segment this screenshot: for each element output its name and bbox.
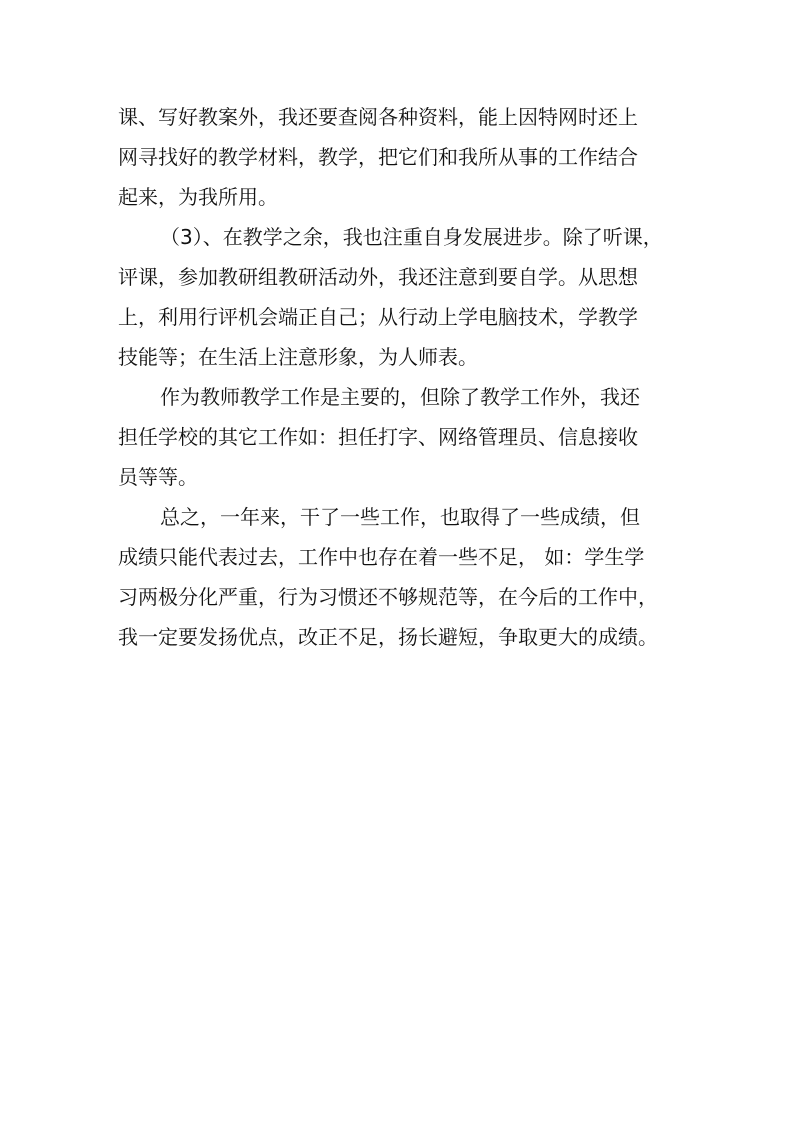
document-body [118,97,698,657]
paragraph [118,377,698,497]
text-line: 担任学校的其它工作如：担任打字、网络管理员、信息接收 [118,425,638,449]
text-line: 我一定要发扬优点，改正不足，扬长避短，争取更大的成绩。 [118,625,658,649]
text-line: 成绩只能代表过去，工作中也存在着一些不足， 如：学生学 [118,545,645,569]
paragraph [118,217,698,377]
paragraph [118,497,698,657]
text-line: 作为教师教学工作是主要的，但除了教学工作外，我还 [160,385,640,409]
text-line: 评课，参加教研组教研活动外，我还注意到要自学。从思想 [118,265,638,289]
text-line: 课、写好教案外，我还要查阅各种资料，能上因特网时还上 [118,105,638,129]
text-line: 员等等。 [118,465,198,489]
text-line: 起来，为我所用。 [118,185,278,209]
paragraph [118,97,698,217]
text-line: 上，利用行评机会端正自己；从行动上学电脑技术，学教学 [118,305,638,329]
text-line: 习两极分化严重，行为习惯还不够规范等，在今后的工作中， [118,585,658,609]
text-line: 技能等；在生活上注意形象，为人师表。 [118,345,478,369]
text-line: （3）、在教学之余，我也注重自身发展进步。除了听课， [160,225,663,249]
text-line: 总之，一年来，干了一些工作，也取得了一些成绩，但 [160,505,640,529]
text-line: 网寻找好的教学材料，教学，把它们和我所从事的工作结合 [118,145,638,169]
